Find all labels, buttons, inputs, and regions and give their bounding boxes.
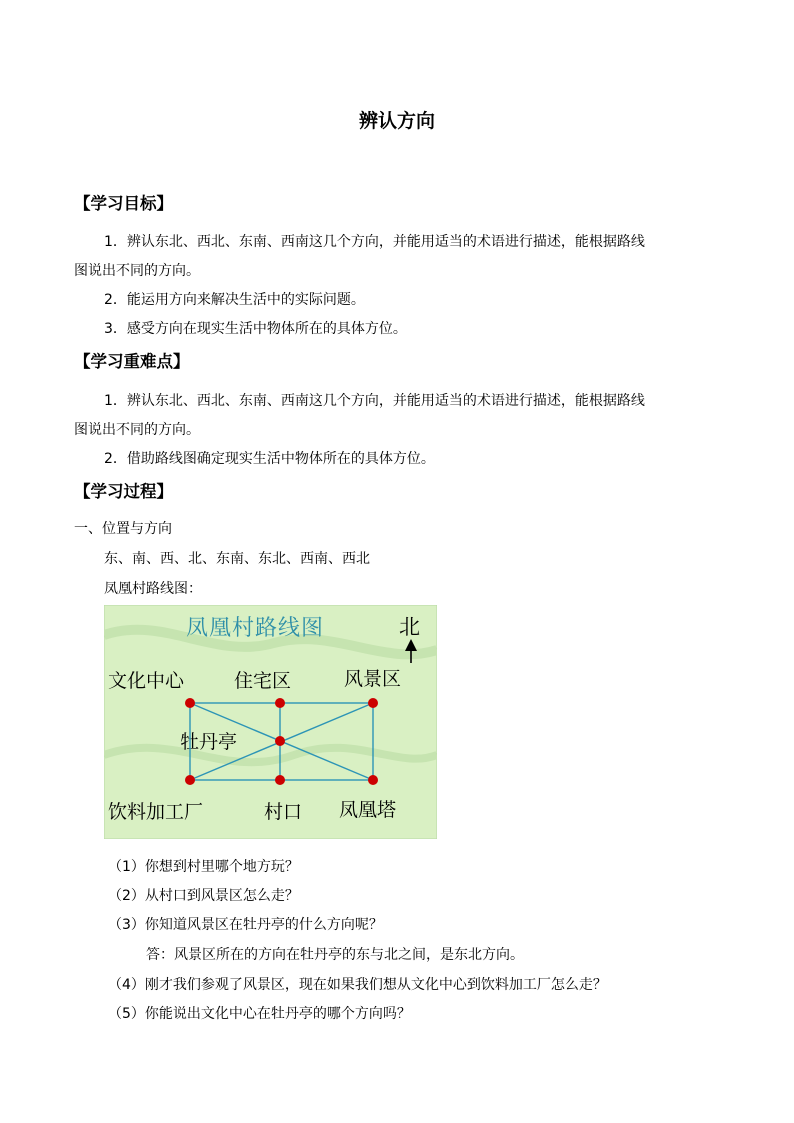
objective-1: 1．辨认东北、西北、东南、西南这几个方向，并能用适当的术语进行描述，能根据路线: [104, 234, 645, 250]
dot-beverage-factory: [185, 775, 195, 785]
dot-peony-pavilion: [275, 736, 285, 746]
label-residential: 住宅区: [234, 670, 292, 692]
label-phoenix-tower: 凤凰塔: [339, 799, 397, 821]
question-3: （3）你知道风景区在牡丹亭的什么方向呢？: [108, 917, 383, 933]
question-5: （5）你能说出文化中心在牡丹亭的哪个方向吗？: [108, 1006, 411, 1022]
keypoints-heading: 【学习重难点】: [74, 352, 190, 371]
keypoint-1: 1．辨认东北、西北、东南、西南这几个方向，并能用适当的术语进行描述，能根据路线: [104, 393, 645, 409]
label-scenic-area: 风景区: [344, 668, 402, 690]
question-1: （1）你想到村里哪个地方玩？: [108, 859, 299, 875]
objective-3: 3．感受方向在现实生活中物体所在的具体方位。: [104, 321, 407, 337]
objective-1-cont: 图说出不同的方向。: [74, 263, 200, 279]
page-title: 辨认方向: [358, 110, 435, 132]
label-village-entrance: 村口: [264, 801, 303, 823]
north-label: 北: [399, 615, 420, 639]
section-position-direction: 一、位置与方向: [74, 521, 172, 537]
dot-phoenix-tower: [368, 775, 378, 785]
keypoint-1-cont: 图说出不同的方向。: [74, 422, 200, 438]
map-title: 凤凰村路线图: [186, 616, 325, 641]
question-4: （4）刚才我们参观了风景区，现在如果我们想从文化中心到饮料加工厂怎么走？: [108, 977, 607, 993]
village-route-map: [104, 605, 437, 839]
label-culture-center: 文化中心: [108, 670, 185, 692]
label-peony-pavilion: 牡丹亭: [180, 731, 238, 753]
dot-residential: [275, 698, 285, 708]
dot-culture-center: [185, 698, 195, 708]
objectives-heading: 【学习目标】: [74, 194, 173, 213]
answer-3: 答：风景区所在的方向在牡丹亭的东与北之间，是东北方向。: [146, 947, 524, 963]
objective-2: 2．能运用方向来解决生活中的实际问题。: [104, 292, 365, 308]
keypoint-2: 2．借助路线图确定现实生活中物体所在的具体方位。: [104, 451, 435, 467]
dot-scenic-area: [368, 698, 378, 708]
dot-village-entrance: [275, 775, 285, 785]
map-caption: 凤凰村路线图：: [104, 581, 202, 597]
direction-list: 东、南、西、北、东南、东北、西南、西北: [104, 551, 370, 567]
question-2: （2）从村口到风景区怎么走？: [108, 888, 299, 904]
label-beverage-factory: 饮料加工厂: [108, 801, 204, 823]
process-heading: 【学习过程】: [74, 482, 173, 501]
